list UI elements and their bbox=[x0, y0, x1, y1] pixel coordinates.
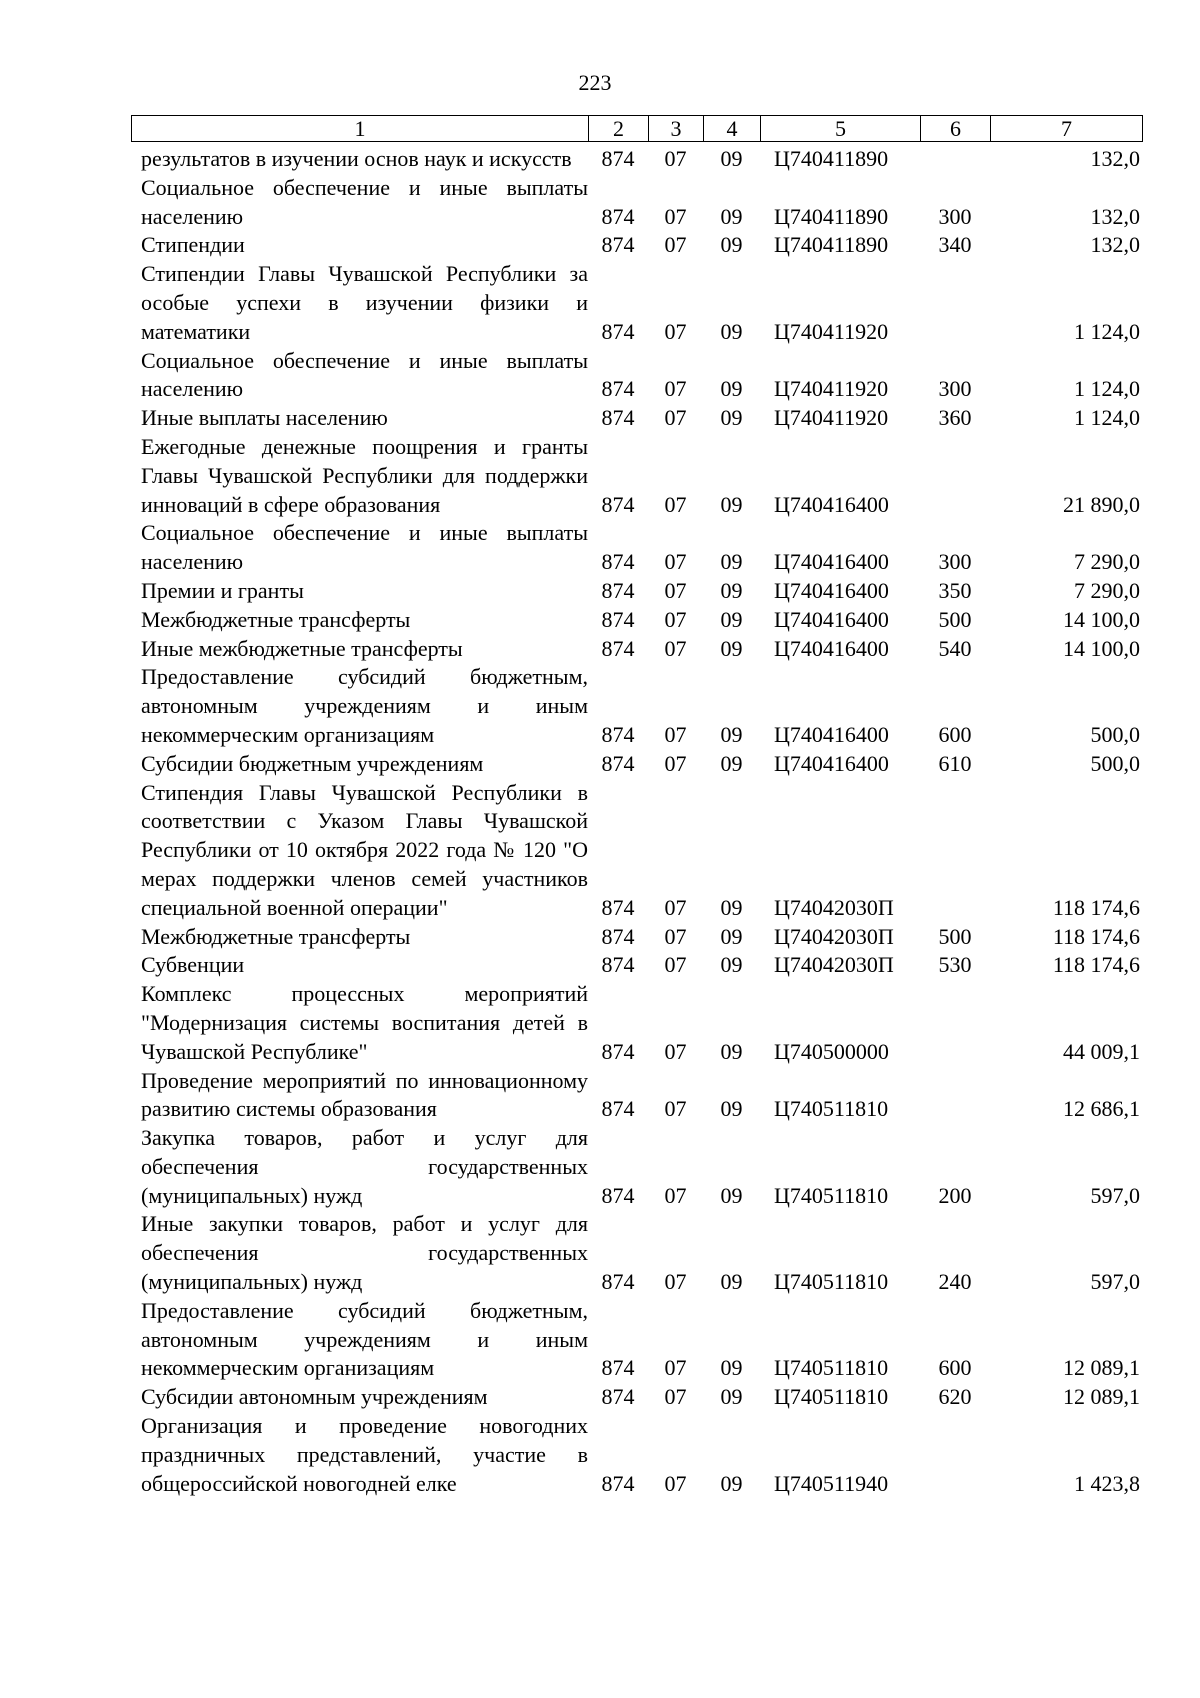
row-expense-type: 300 bbox=[938, 203, 972, 229]
budget-table-body bbox=[131, 145, 1141, 1498]
row-section-code: 07 bbox=[664, 952, 687, 978]
row-name: Социальное обеспечение и иные выплаты населению bbox=[141, 174, 588, 229]
row-name: Межбюджетные трансферты bbox=[141, 606, 411, 632]
row-amount: 12 089,1 bbox=[1063, 1355, 1140, 1381]
row-section-code: 07 bbox=[664, 318, 687, 344]
table-row bbox=[131, 347, 1141, 405]
column-header-row bbox=[132, 116, 1143, 142]
row-ministry-code: 874 bbox=[601, 1470, 635, 1496]
row-subsection-code: 09 bbox=[720, 232, 743, 258]
row-section-code: 07 bbox=[664, 146, 687, 171]
column-header-7: 7 bbox=[991, 116, 1143, 142]
row-section-code: 07 bbox=[664, 491, 687, 517]
table-row bbox=[131, 231, 1141, 260]
row-subsection-code: 09 bbox=[720, 405, 743, 431]
row-name: Субсидии бюджетным учреждениям bbox=[141, 750, 484, 776]
row-ministry-code: 874 bbox=[601, 721, 635, 747]
row-expense-type: 350 bbox=[938, 577, 972, 603]
row-name: Предоставление субсидий бюджетным, автономным учреждениям и иным некоммерческим организациям bbox=[141, 664, 588, 747]
row-ministry-code: 874 bbox=[601, 952, 635, 978]
row-target-item: Ц74042030П bbox=[774, 894, 894, 920]
row-expense-type: 600 bbox=[938, 721, 972, 747]
row-amount: 1 124,0 bbox=[1074, 376, 1140, 402]
row-target-item: Ц740416400 bbox=[774, 549, 889, 575]
row-name: Социальное обеспечение и иные выплаты населению bbox=[141, 520, 588, 575]
row-subsection-code: 09 bbox=[720, 1355, 743, 1381]
row-section-code: 07 bbox=[664, 405, 687, 431]
row-expense-type: 200 bbox=[938, 1182, 972, 1208]
row-target-item: Ц740511810 bbox=[774, 1384, 889, 1410]
row-section-code: 07 bbox=[664, 606, 687, 632]
row-subsection-code: 09 bbox=[720, 318, 743, 344]
row-section-code: 07 bbox=[664, 635, 687, 661]
table-row bbox=[131, 980, 1141, 1066]
row-expense-type: 610 bbox=[938, 750, 972, 776]
row-ministry-code: 874 bbox=[601, 1384, 635, 1410]
row-subsection-code: 09 bbox=[720, 923, 743, 949]
row-expense-type: 600 bbox=[938, 1355, 972, 1381]
column-header-6: 6 bbox=[921, 116, 991, 142]
row-ministry-code: 874 bbox=[601, 549, 635, 575]
row-expense-type: 340 bbox=[938, 232, 972, 258]
row-section-code: 07 bbox=[664, 1384, 687, 1410]
row-expense-type: 530 bbox=[938, 952, 972, 978]
row-name: Иные закупки товаров, работ и услуг для обеспечения государственных (муниципальных) нужд bbox=[141, 1211, 588, 1295]
row-section-code: 07 bbox=[664, 577, 687, 603]
row-section-code: 07 bbox=[664, 1096, 687, 1122]
row-amount: 7 290,0 bbox=[1074, 549, 1140, 575]
row-ministry-code: 874 bbox=[601, 923, 635, 949]
row-ministry-code: 874 bbox=[601, 405, 635, 431]
row-amount: 118 174,6 bbox=[1052, 952, 1140, 978]
row-target-item: Ц740511810 bbox=[774, 1182, 889, 1208]
row-expense-type: 540 bbox=[938, 635, 972, 661]
row-ministry-code: 874 bbox=[601, 1355, 635, 1381]
row-subsection-code: 09 bbox=[720, 894, 743, 920]
row-amount: 7 290,0 bbox=[1074, 577, 1140, 603]
row-target-item: Ц740416400 bbox=[774, 491, 889, 517]
row-ministry-code: 874 bbox=[601, 606, 635, 632]
table-row bbox=[131, 174, 1141, 232]
row-subsection-code: 09 bbox=[720, 1470, 743, 1496]
row-ministry-code: 874 bbox=[601, 750, 635, 776]
row-section-code: 07 bbox=[664, 750, 687, 776]
row-amount: 14 100,0 bbox=[1063, 606, 1140, 632]
column-header-3: 3 bbox=[649, 116, 704, 142]
row-section-code: 07 bbox=[664, 923, 687, 949]
row-name: Иные межбюджетные трансферты bbox=[141, 635, 463, 661]
table-row bbox=[131, 923, 1141, 952]
row-name: Проведение мероприятий по инновационному развитию системы образования bbox=[141, 1067, 588, 1122]
row-ministry-code: 874 bbox=[601, 1038, 635, 1064]
row-target-item: Ц740416400 bbox=[774, 750, 889, 776]
table-row bbox=[131, 260, 1141, 346]
column-header-1: 1 bbox=[132, 116, 589, 142]
row-target-item: Ц740411920 bbox=[774, 376, 889, 402]
row-amount: 1 124,0 bbox=[1074, 318, 1140, 344]
table-row bbox=[131, 1383, 1141, 1412]
row-target-item: Ц740411920 bbox=[774, 405, 889, 431]
row-section-code: 07 bbox=[664, 203, 687, 229]
table-row bbox=[131, 1124, 1141, 1210]
row-subsection-code: 09 bbox=[720, 750, 743, 776]
row-subsection-code: 09 bbox=[720, 203, 743, 229]
row-name: Стипендии Главы Чувашской Республики за особые успехи в изучении физики и математики bbox=[141, 261, 588, 344]
row-target-item: Ц740500000 bbox=[774, 1038, 889, 1064]
row-subsection-code: 09 bbox=[720, 1182, 743, 1208]
row-name: результатов в изучении основ наук и искусств bbox=[141, 146, 572, 171]
row-amount: 1 423,8 bbox=[1074, 1470, 1140, 1496]
row-amount: 12 686,1 bbox=[1063, 1096, 1140, 1122]
row-amount: 118 174,6 bbox=[1052, 923, 1140, 949]
row-amount: 132,0 bbox=[1090, 203, 1140, 229]
row-amount: 500,0 bbox=[1090, 750, 1140, 776]
row-subsection-code: 09 bbox=[720, 1038, 743, 1064]
row-expense-type: 240 bbox=[938, 1269, 972, 1295]
row-subsection-code: 09 bbox=[720, 1096, 743, 1122]
table-row bbox=[131, 519, 1141, 577]
table-row bbox=[131, 433, 1141, 519]
row-amount: 1 124,0 bbox=[1074, 405, 1140, 431]
row-name: Закупка товаров, работ и услуг для обеспечения государственных (муниципальных) нужд bbox=[141, 1125, 588, 1208]
table-row bbox=[131, 663, 1141, 749]
row-amount: 21 890,0 bbox=[1063, 491, 1140, 517]
row-section-code: 07 bbox=[664, 376, 687, 402]
row-amount: 597,0 bbox=[1090, 1182, 1140, 1208]
column-header-4: 4 bbox=[704, 116, 761, 142]
row-section-code: 07 bbox=[664, 894, 687, 920]
row-target-item: Ц74042030П bbox=[774, 952, 894, 978]
row-target-item: Ц740511940 bbox=[774, 1470, 889, 1496]
row-name: Премии и гранты bbox=[141, 577, 304, 603]
row-subsection-code: 09 bbox=[720, 146, 743, 171]
row-name: Стипендии bbox=[141, 232, 245, 258]
row-amount: 14 100,0 bbox=[1063, 635, 1140, 661]
table-row bbox=[131, 1210, 1141, 1296]
row-name: Ежегодные денежные поощрения и гранты Главы Чувашской Республики для поддержки инноваций в сфере образования bbox=[141, 433, 588, 517]
row-expense-type: 360 bbox=[938, 405, 972, 431]
table-row bbox=[131, 145, 1141, 174]
row-section-code: 07 bbox=[664, 549, 687, 575]
row-name: Межбюджетные трансферты bbox=[141, 923, 411, 949]
row-target-item: Ц740416400 bbox=[774, 577, 889, 603]
table-row bbox=[131, 606, 1141, 635]
row-target-item: Ц740411890 bbox=[774, 203, 889, 229]
row-amount: 132,0 bbox=[1090, 232, 1140, 258]
column-header-5: 5 bbox=[761, 116, 921, 142]
table-row bbox=[131, 1067, 1141, 1125]
row-section-code: 07 bbox=[664, 721, 687, 747]
row-target-item: Ц740511810 bbox=[774, 1096, 889, 1122]
row-amount: 12 089,1 bbox=[1063, 1384, 1140, 1410]
row-subsection-code: 09 bbox=[720, 635, 743, 661]
row-subsection-code: 09 bbox=[720, 577, 743, 603]
row-subsection-code: 09 bbox=[720, 549, 743, 575]
row-subsection-code: 09 bbox=[720, 606, 743, 632]
row-section-code: 07 bbox=[664, 1038, 687, 1064]
table-row bbox=[131, 1412, 1141, 1498]
row-ministry-code: 874 bbox=[601, 491, 635, 517]
row-ministry-code: 874 bbox=[601, 376, 635, 402]
row-name: Комплекс процессных мероприятий "Модернизация системы воспитания детей в Чувашской Республике" bbox=[141, 981, 588, 1064]
row-section-code: 07 bbox=[664, 1470, 687, 1496]
table-row bbox=[131, 779, 1141, 923]
row-subsection-code: 09 bbox=[720, 952, 743, 978]
row-subsection-code: 09 bbox=[720, 376, 743, 402]
row-ministry-code: 874 bbox=[601, 1096, 635, 1122]
row-ministry-code: 874 bbox=[601, 146, 635, 171]
row-subsection-code: 09 bbox=[720, 1269, 743, 1295]
row-amount: 132,0 bbox=[1090, 146, 1140, 171]
row-amount: 597,0 bbox=[1090, 1269, 1140, 1295]
row-subsection-code: 09 bbox=[720, 721, 743, 747]
row-name: Субсидии автономным учреждениям bbox=[141, 1384, 488, 1410]
row-amount: 500,0 bbox=[1090, 721, 1140, 747]
row-ministry-code: 874 bbox=[601, 1269, 635, 1295]
row-amount: 44 009,1 bbox=[1063, 1038, 1140, 1064]
row-ministry-code: 874 bbox=[601, 635, 635, 661]
row-section-code: 07 bbox=[664, 1355, 687, 1381]
row-target-item: Ц740416400 bbox=[774, 635, 889, 661]
table-row bbox=[131, 404, 1141, 433]
row-expense-type: 300 bbox=[938, 549, 972, 575]
row-target-item: Ц740416400 bbox=[774, 721, 889, 747]
table-row bbox=[131, 1297, 1141, 1383]
row-target-item: Ц740411920 bbox=[774, 318, 889, 344]
row-ministry-code: 874 bbox=[601, 318, 635, 344]
row-name: Социальное обеспечение и иные выплаты населению bbox=[141, 347, 588, 402]
row-expense-type: 300 bbox=[938, 376, 972, 402]
page-number: 223 bbox=[578, 70, 612, 95]
row-name: Предоставление субсидий бюджетным, автономным учреждениям и иным некоммерческим организациям bbox=[141, 1297, 588, 1381]
table-row bbox=[131, 750, 1141, 779]
row-amount: 118 174,6 bbox=[1052, 894, 1140, 920]
row-section-code: 07 bbox=[664, 1269, 687, 1295]
row-section-code: 07 bbox=[664, 1182, 687, 1208]
row-target-item: Ц740411890 bbox=[774, 146, 889, 171]
row-name: Иные выплаты населению bbox=[141, 405, 388, 431]
row-target-item: Ц74042030П bbox=[774, 923, 894, 949]
row-expense-type: 500 bbox=[938, 606, 972, 632]
column-header-table bbox=[131, 115, 1143, 142]
row-target-item: Ц740411890 bbox=[774, 232, 889, 258]
row-subsection-code: 09 bbox=[720, 491, 743, 517]
row-subsection-code: 09 bbox=[720, 1384, 743, 1410]
row-target-item: Ц740416400 bbox=[774, 606, 889, 632]
row-name: Стипендия Главы Чувашской Республики в соответствии с Указом Главы Чувашской Республики от 10 октября 2022 года № 120 "О мерах поддержки членов семей участников специальной военной операции" bbox=[141, 779, 588, 920]
row-expense-type: 500 bbox=[938, 923, 972, 949]
row-name: Субвенции bbox=[141, 952, 245, 978]
row-section-code: 07 bbox=[664, 232, 687, 258]
row-ministry-code: 874 bbox=[601, 894, 635, 920]
row-target-item: Ц740511810 bbox=[774, 1355, 889, 1381]
table-row bbox=[131, 577, 1141, 606]
row-ministry-code: 874 bbox=[601, 203, 635, 229]
row-name: Организация и проведение новогодних праздничных представлений, участие в общероссийской новогодней елке bbox=[141, 1413, 588, 1496]
column-header-2: 2 bbox=[589, 116, 649, 142]
table-row bbox=[131, 635, 1141, 664]
row-target-item: Ц740511810 bbox=[774, 1269, 889, 1295]
row-expense-type: 620 bbox=[938, 1384, 972, 1410]
row-ministry-code: 874 bbox=[601, 577, 635, 603]
row-ministry-code: 874 bbox=[601, 232, 635, 258]
row-ministry-code: 874 bbox=[601, 1182, 635, 1208]
table-row bbox=[131, 951, 1141, 980]
